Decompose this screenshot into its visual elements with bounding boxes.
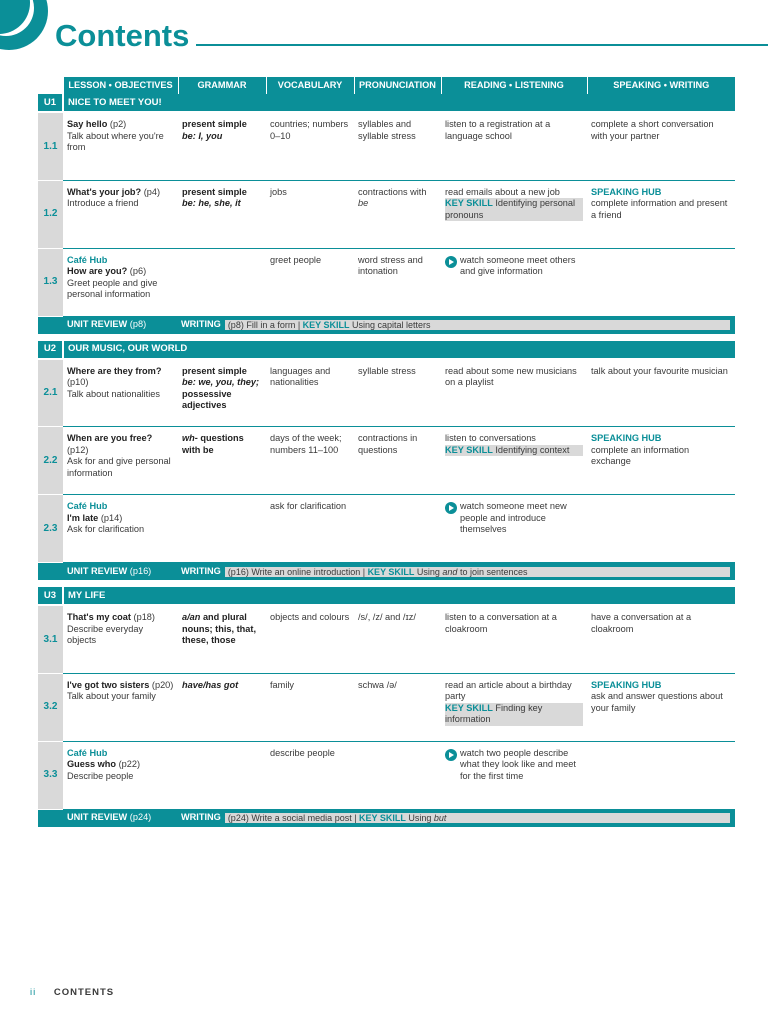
reading-cell xyxy=(441,741,587,809)
footer-label: CONTENTS xyxy=(53,987,115,998)
key-skill-text: Identifying personal pronouns xyxy=(445,198,576,220)
writing-label: WRITING xyxy=(181,812,221,823)
footer xyxy=(30,987,114,998)
unit-review-wrap xyxy=(38,563,735,580)
unit-review-wrap xyxy=(38,810,735,827)
pronunciation-text: contractions with xyxy=(358,186,427,197)
unit-code: U1 xyxy=(38,94,63,112)
reading-cell xyxy=(441,180,587,248)
unit-code: U2 xyxy=(38,341,63,359)
lesson-page: (p4) xyxy=(141,186,161,197)
lesson-number: 1.2 xyxy=(38,180,63,248)
pronunciation-text: syllable stress xyxy=(358,365,416,376)
writing-body xyxy=(225,320,730,330)
footer-page-number: ii xyxy=(30,987,37,998)
vocabulary-cell xyxy=(266,112,354,180)
unit-review-left xyxy=(38,319,177,331)
lesson-cell xyxy=(63,741,178,809)
pronunciation-cell xyxy=(354,112,441,180)
reading-text: read an article about a birthday party xyxy=(445,679,572,701)
writing-text: (p16) Write an online introduction | xyxy=(227,566,368,577)
grammar-form: wh- xyxy=(182,433,198,443)
lesson-number: 3.3 xyxy=(38,741,63,809)
lesson-row xyxy=(38,673,735,741)
speaking-text: have a conversation at a cloakroom xyxy=(591,612,692,634)
unit-review-left xyxy=(38,566,177,578)
reading-cell xyxy=(441,112,587,180)
pronunciation-cell xyxy=(354,741,441,809)
lesson-number: 3.1 xyxy=(38,605,63,673)
vocabulary-cell xyxy=(266,673,354,741)
unit-review-label: UNIT REVIEW xyxy=(67,319,128,330)
cafe-hub-label: Café Hub xyxy=(67,747,108,758)
grammar-extra: possessive adjectives xyxy=(182,388,232,410)
lesson-page: (p20) xyxy=(149,679,174,690)
lesson-name: I've got two sisters xyxy=(67,679,150,690)
header-reading: READING • LISTENING xyxy=(441,77,587,94)
video-play-icon xyxy=(445,502,457,514)
grammar-cell xyxy=(178,359,266,427)
lesson-name: How are you? xyxy=(67,266,128,276)
unit-review-page: (p16) xyxy=(127,565,152,576)
speaking-hub-label: SPEAKING HUB xyxy=(591,186,662,197)
lesson-objective: Describe people xyxy=(67,770,134,781)
lesson-page: (p2) xyxy=(107,119,127,129)
key-skill-label: KEY SKILL xyxy=(445,198,493,208)
unit-review-page: (p8) xyxy=(127,319,147,330)
key-skill-label: KEY SKILL xyxy=(367,566,415,577)
key-skill-label: KEY SKILL xyxy=(445,444,493,455)
key-skill-text: Using capital letters xyxy=(349,320,431,330)
vocabulary-text: ask for clarification xyxy=(270,501,347,511)
vocabulary-cell xyxy=(266,359,354,427)
key-skill-text: Finding key information xyxy=(445,702,543,724)
speaking-text: complete an information exchange xyxy=(591,444,690,466)
lesson-row xyxy=(38,741,735,809)
lesson-row xyxy=(38,359,735,427)
pronunciation-cell xyxy=(354,427,441,495)
lesson-name: Where are they from? xyxy=(67,365,162,376)
vocabulary-text: describe people xyxy=(270,747,335,758)
speaking-hub-label: SPEAKING HUB xyxy=(591,679,662,690)
lesson-row xyxy=(38,427,735,495)
unit-title: OUR MUSIC, OUR WORLD xyxy=(63,341,735,359)
unit-review-cell xyxy=(38,809,735,827)
vocabulary-text: languages and nationalities xyxy=(270,365,331,387)
lesson-number: 1.3 xyxy=(38,248,63,316)
vocabulary-cell xyxy=(266,495,354,563)
lesson-cell xyxy=(63,359,178,427)
grammar-main: present simple xyxy=(182,186,247,197)
unit-review-cell xyxy=(38,316,735,334)
lesson-row xyxy=(38,495,735,563)
writing-body xyxy=(225,813,730,823)
writing-label: WRITING xyxy=(181,319,221,330)
lesson-objective: Introduce a friend xyxy=(67,198,139,208)
writing-section xyxy=(177,810,735,827)
vocabulary-cell xyxy=(266,180,354,248)
unit-review-wrap xyxy=(38,317,735,334)
unit-review-cell xyxy=(38,563,735,581)
lesson-objective: Greet people and give personal information xyxy=(67,277,158,299)
header-vocabulary: VOCABULARY xyxy=(266,77,354,94)
pronunciation-cell xyxy=(354,605,441,673)
page-title: Contents xyxy=(55,18,190,53)
writing-section xyxy=(177,563,735,580)
lesson-objective: Describe everyday objects xyxy=(67,623,144,645)
spacer-row xyxy=(38,580,735,587)
grammar-cell xyxy=(178,248,266,316)
header-blank xyxy=(38,77,63,94)
cafe-hub-label: Café Hub xyxy=(67,501,108,511)
vocabulary-cell xyxy=(266,605,354,673)
grammar-cell xyxy=(178,112,266,180)
unit-row xyxy=(38,587,735,605)
key-skill-label: KEY SKILL xyxy=(302,320,350,330)
lesson-cell xyxy=(63,180,178,248)
reading-text: listen to a conversation at a cloakroom xyxy=(445,612,557,634)
grammar-extra: and plural nouns; this, that, these, those xyxy=(182,612,257,645)
spacer-cell xyxy=(38,334,735,341)
grammar-form: be: we, you, they; xyxy=(182,377,260,387)
speaking-cell xyxy=(587,248,735,316)
key-skill-box xyxy=(445,445,583,457)
header-row xyxy=(38,77,735,94)
title-rule xyxy=(196,44,768,46)
logo-circle xyxy=(0,0,48,50)
contents-table xyxy=(38,77,735,827)
writing-section xyxy=(177,317,735,334)
grammar-cell xyxy=(178,427,266,495)
lesson-name: Guess who xyxy=(67,759,117,769)
pronunciation-text: /s/, /z/ and /ɪz/ xyxy=(358,612,416,622)
header-pronunciation: PRONUNCIATION xyxy=(354,77,441,94)
spacer-cell xyxy=(38,580,735,587)
unit-code: U3 xyxy=(38,587,63,605)
lesson-objective: Talk about where you're from xyxy=(67,130,164,152)
lesson-name: What's your job? xyxy=(67,186,142,197)
lesson-cell xyxy=(63,605,178,673)
lesson-number: 2.1 xyxy=(38,359,63,427)
grammar-cell xyxy=(178,180,266,248)
unit-review-row xyxy=(38,809,735,827)
pronunciation-cell xyxy=(354,248,441,316)
reading-cell xyxy=(441,359,587,427)
grammar-form: a/an xyxy=(182,612,201,622)
grammar-cell xyxy=(178,741,266,809)
vocabulary-text: jobs xyxy=(270,186,287,197)
unit-review-left xyxy=(38,812,177,824)
unit-title: NICE TO MEET YOU! xyxy=(63,94,735,112)
vocabulary-text: days of the week; numbers 11–100 xyxy=(270,433,342,455)
speaking-cell xyxy=(587,741,735,809)
pronunciation-cell xyxy=(354,673,441,741)
lesson-row xyxy=(38,248,735,316)
lesson-row xyxy=(38,180,735,248)
unit-row xyxy=(38,94,735,112)
lesson-name: When are you free? xyxy=(67,433,153,443)
lesson-objective: (p10) Talk about nationalities xyxy=(67,377,160,399)
writing-text: (p24) Write a social media post | xyxy=(227,813,360,823)
spacer-row xyxy=(38,334,735,341)
lesson-number: 2.2 xyxy=(38,427,63,495)
writing-body xyxy=(225,567,730,577)
grammar-main: present simple xyxy=(182,119,247,129)
lesson-page: (p6) xyxy=(127,266,147,276)
speaking-cell xyxy=(587,427,735,495)
speaking-text: talk about your favourite musician xyxy=(591,365,728,376)
writing-text: (p8) Fill in a form | xyxy=(227,320,303,330)
reading-text: listen to a registration at a language school xyxy=(445,119,551,141)
video-play-icon xyxy=(445,256,457,268)
header-grammar: GRAMMAR xyxy=(178,77,266,94)
vocabulary-text: family xyxy=(270,679,294,690)
lesson-objective: Talk about your family xyxy=(67,691,156,701)
cafe-hub-label: Café Hub xyxy=(67,254,108,265)
pronunciation-text: contractions in questions xyxy=(358,433,418,455)
lesson-page: (p14) xyxy=(98,512,123,523)
lesson-objective: (p12) Ask for and give personal information xyxy=(67,444,171,478)
header-lesson: LESSON • OBJECTIVES xyxy=(63,77,178,94)
reading-text: read about some new musicians on a playlist xyxy=(445,365,577,387)
key-skill-italic: but xyxy=(433,813,447,823)
pronunciation-text: word stress and intonation xyxy=(358,254,423,276)
vocabulary-cell xyxy=(266,427,354,495)
vocabulary-text: countries; numbers 0–10 xyxy=(270,119,349,141)
speaking-cell xyxy=(587,673,735,741)
speaking-text: complete information and present a friend xyxy=(591,198,728,220)
lesson-number: 1.1 xyxy=(38,112,63,180)
grammar-extra: questions with be xyxy=(182,433,244,455)
writing-label: WRITING xyxy=(181,565,221,576)
pronunciation-text: schwa /ə/ xyxy=(358,679,397,690)
grammar-form: have/has got xyxy=(182,679,239,690)
video-play-icon xyxy=(445,749,457,761)
lesson-row xyxy=(38,112,735,180)
grammar-form: be: I, you xyxy=(182,130,223,141)
vocabulary-cell xyxy=(266,248,354,316)
speaking-cell xyxy=(587,605,735,673)
key-skill-box xyxy=(445,198,583,221)
vocabulary-text: greet people xyxy=(270,254,322,265)
key-skill-text: Using xyxy=(405,813,434,823)
lesson-cell xyxy=(63,673,178,741)
speaking-cell xyxy=(587,180,735,248)
reading-text: watch someone meet new people and introduce themselves xyxy=(460,501,567,534)
lesson-row xyxy=(38,605,735,673)
grammar-form: be: he, she, it xyxy=(182,198,241,208)
lesson-number: 3.2 xyxy=(38,673,63,741)
pronunciation-cell xyxy=(354,180,441,248)
pronunciation-text: syllables and syllable stress xyxy=(358,119,416,141)
reading-text: read emails about a new job xyxy=(445,186,560,197)
key-skill-label: KEY SKILL xyxy=(359,813,406,823)
reading-text: watch two people describe what they look like and meet for the first time xyxy=(460,747,576,781)
speaking-cell xyxy=(587,359,735,427)
pronunciation-cell xyxy=(354,359,441,427)
key-skill-box xyxy=(445,703,583,726)
reading-cell xyxy=(441,427,587,495)
grammar-main: present simple xyxy=(182,365,247,376)
reading-cell xyxy=(441,673,587,741)
reading-cell xyxy=(441,495,587,563)
reading-text: listen to conversations xyxy=(445,433,536,443)
key-skill-text: Using xyxy=(414,566,443,577)
lesson-objective: Ask for clarification xyxy=(67,524,145,534)
reading-text: watch someone meet others and give information xyxy=(460,254,576,276)
pronunciation-cell xyxy=(354,495,441,563)
unit-title: MY LIFE xyxy=(63,587,735,605)
vocabulary-cell xyxy=(266,741,354,809)
speaking-cell xyxy=(587,112,735,180)
reading-cell xyxy=(441,605,587,673)
lesson-page: (p18) xyxy=(130,612,155,622)
key-skill-after: to join sentences xyxy=(457,566,528,577)
speaking-text: complete a short conversation with your partner xyxy=(591,119,714,141)
lesson-cell xyxy=(63,112,178,180)
lesson-cell xyxy=(63,495,178,563)
grammar-cell xyxy=(178,673,266,741)
key-skill-text: Identifying context xyxy=(492,444,570,455)
pronunciation-italic: be xyxy=(358,198,369,208)
header-speaking: SPEAKING • WRITING xyxy=(587,77,735,94)
unit-review-label: UNIT REVIEW xyxy=(67,812,128,823)
key-skill-label: KEY SKILL xyxy=(445,702,493,713)
lesson-page: (p22) xyxy=(116,759,141,769)
speaking-text: ask and answer questions about your family xyxy=(591,691,723,713)
lesson-name: I'm late xyxy=(67,512,99,523)
unit-review-page: (p24) xyxy=(127,812,152,823)
unit-row xyxy=(38,341,735,359)
speaking-cell xyxy=(587,495,735,563)
unit-review-row xyxy=(38,563,735,581)
speaking-hub-label: SPEAKING HUB xyxy=(591,433,662,443)
key-skill-italic: and xyxy=(442,566,458,577)
grammar-cell xyxy=(178,495,266,563)
lesson-cell xyxy=(63,248,178,316)
lesson-name: Say hello xyxy=(67,119,108,129)
unit-review-label: UNIT REVIEW xyxy=(67,565,128,576)
lesson-number: 2.3 xyxy=(38,495,63,563)
unit-review-row xyxy=(38,316,735,334)
grammar-cell xyxy=(178,605,266,673)
lesson-cell xyxy=(63,427,178,495)
reading-cell xyxy=(441,248,587,316)
lesson-name: That's my coat xyxy=(67,612,131,622)
vocabulary-text: objects and colours xyxy=(270,612,350,622)
